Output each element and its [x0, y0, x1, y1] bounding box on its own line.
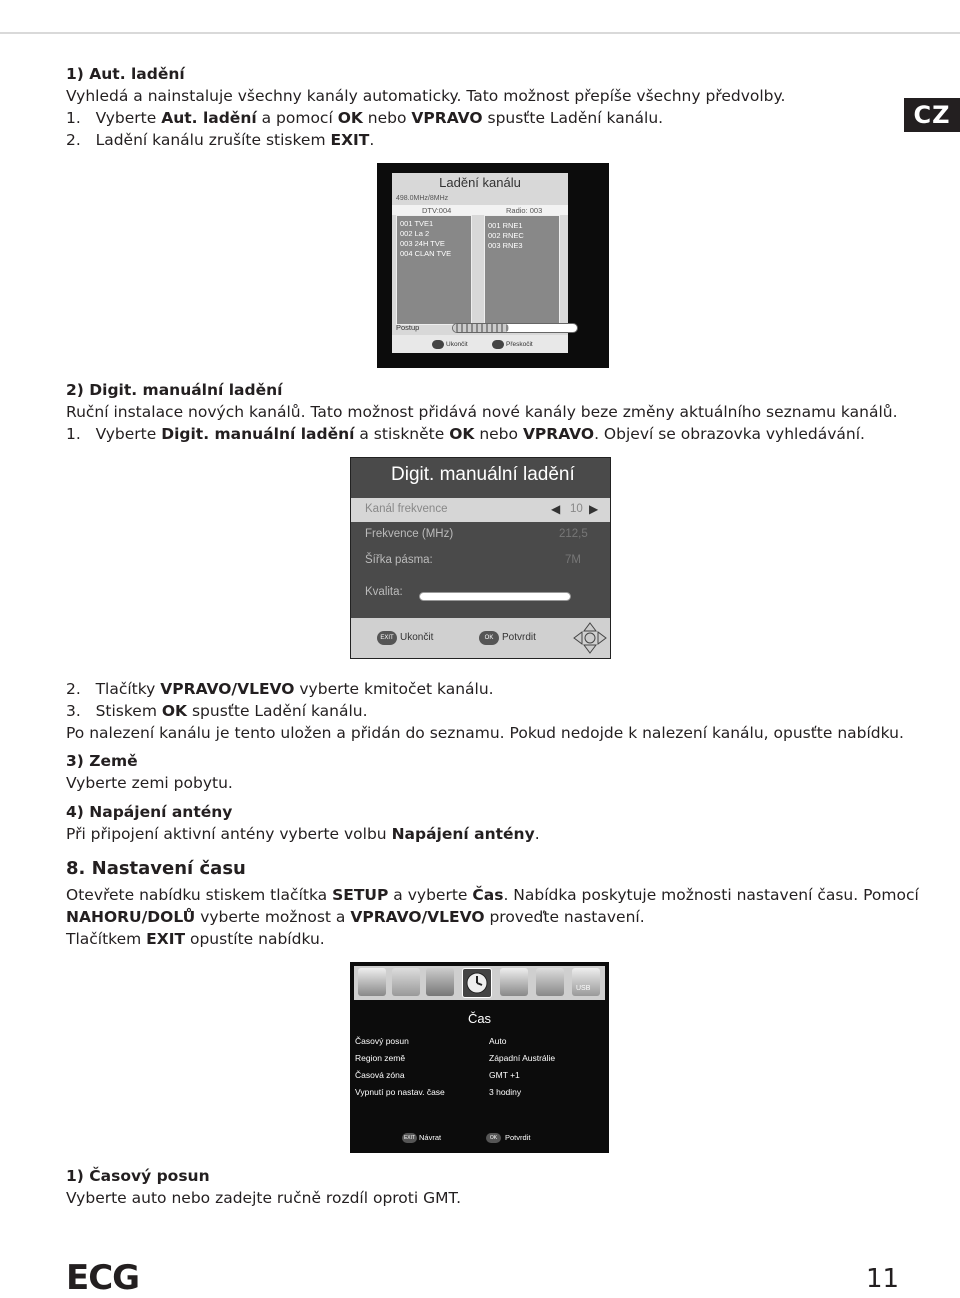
progress-fill	[453, 324, 509, 332]
section8-heading: 8. Nastavení času	[66, 858, 246, 879]
region-value: Západní Austrálie	[489, 1053, 556, 1063]
dtv-count: DTV:004	[422, 206, 452, 215]
time-offset-label: Časový posun	[355, 1036, 409, 1046]
section4-heading: 4) Napájení antény	[66, 803, 233, 821]
region-label: Region země	[355, 1053, 406, 1063]
satellite-icon	[426, 968, 454, 996]
dtv-list	[400, 219, 451, 259]
menu-icon-bar	[354, 966, 605, 1000]
scan-footer	[392, 335, 568, 353]
time-title: Čas	[467, 1011, 492, 1026]
quality-label: Kvalita:	[365, 586, 403, 598]
radio-list-box	[484, 215, 560, 325]
section2-heading: 2) Digit. manuální ladění	[66, 381, 283, 399]
time-offset-heading: 1) Časový posun	[66, 1167, 210, 1185]
clock-icon	[462, 968, 492, 998]
picture-icon	[392, 968, 420, 996]
section2-step2: 2. Tlačítky VPRAVO/VLEVO vyberte kmitočet kanálu.	[66, 680, 494, 698]
page-number: 11	[866, 1264, 900, 1294]
sleep-timer-label: Vypnutí po nastav. čase	[355, 1087, 445, 1097]
channel-scan-screen	[377, 163, 609, 368]
sleep-timer-value: 3 hodiny	[489, 1087, 522, 1097]
list-item: 003 24H TVE	[400, 239, 445, 248]
usb-icon	[572, 968, 600, 996]
scan-title: Ladění kanálu	[439, 175, 521, 190]
section8-line3: Tlačítkem EXIT opustíte nabídku.	[66, 930, 325, 948]
section1-step1: 1. Vyberte Aut. ladění a pomocí OK nebo VPRAVO spusťte Ladění kanálu.	[66, 109, 664, 127]
section2-note: Po nalezení kanálu je tento uložen a přidán do seznamu. Pokud nedojde k nalezení kanálu, opusťte nabídku.	[66, 724, 904, 742]
top-rule	[0, 32, 960, 34]
time-zone-value: GMT +1	[489, 1070, 520, 1080]
time-offset-desc: Vyberte auto nebo zadejte ručně rozdíl oproti GMT.	[66, 1189, 462, 1207]
bandwidth-label: Šířka pásma:	[365, 554, 433, 566]
exit-label: Ukončit	[400, 632, 434, 643]
quality-bar	[419, 592, 571, 601]
channel-frequency-row	[351, 498, 610, 522]
arrow-left-icon: ◀	[551, 502, 561, 516]
time-zone-label: Časová zóna	[355, 1070, 405, 1080]
exit-label: Ukončit	[446, 341, 468, 348]
skip-button-icon	[492, 340, 504, 349]
list-item: 003 RNE3	[488, 241, 523, 250]
arrow-right-icon: ▶	[589, 502, 599, 516]
skip-label: Přeskočit	[506, 341, 533, 348]
section1-desc: Vyhledá a nainstaluje všechny kanály automaticky. Tato možnost přepíše všechny předvolby.	[66, 87, 786, 105]
ok-button-icon: OK	[479, 631, 499, 645]
section2-step1: 1. Vyberte Digit. manuální ladění a stiskněte OK nebo VPRAVO. Objeví se obrazovka vyhledávání.	[66, 425, 865, 443]
manual-tuning-footer	[351, 618, 610, 658]
section1-step2: 2. Ladění kanálu zrušíte stiskem EXIT.	[66, 131, 375, 149]
manual-tuning-title: Digit. manuální ladění	[391, 464, 575, 485]
language-badge: CZ	[904, 98, 960, 132]
section8-line1: Otevřete nabídku stiskem tlačítka SETUP a vyberte Čas. Nabídka poskytuje možnosti nastavení času. Pomocí	[66, 886, 919, 904]
ok-button-icon: OK	[486, 1133, 501, 1143]
list-item: 001 TVE1	[400, 219, 434, 228]
section8-line2: NAHORU/DOLŮ vyberte možnost a VPRAVO/VLEVO proveďte nastavení.	[66, 908, 645, 926]
time-offset-value: Auto	[489, 1036, 507, 1046]
exit-button-icon: EXIT	[377, 631, 397, 645]
brand-logo: ECG	[66, 1258, 140, 1298]
ok-label: Potvrdit	[502, 632, 536, 643]
exit-button-icon: EXIT	[403, 1135, 416, 1141]
bandwidth-value: 7M	[565, 554, 581, 566]
gear-icon	[500, 968, 528, 996]
frequency-value: 212,5	[559, 528, 588, 540]
section2-desc: Ruční instalace nových kanálů. Tato možnost přidává nové kanály beze změny aktuálního seznamu kanálů.	[66, 403, 898, 421]
list-item: 002 La 2	[400, 229, 430, 238]
channel-frequency-label: Kanál frekvence	[365, 503, 448, 515]
usb-label: USB	[576, 985, 591, 992]
tools-icon	[536, 968, 564, 996]
list-item: 002 RNEC	[488, 231, 524, 240]
section2-step3: 3. Stiskem OK spusťte Ladění kanálu.	[66, 702, 368, 720]
frequency-row	[351, 524, 610, 548]
bandwidth-row	[351, 550, 610, 574]
radio-list	[488, 221, 524, 251]
section4-desc: Při připojení aktivní antény vyberte volbu Napájení antény.	[66, 825, 540, 843]
ok-label: Potvrdit	[505, 1133, 531, 1142]
program-icon	[358, 968, 386, 996]
frequency-label: Frekvence (MHz)	[365, 528, 454, 540]
progress-bar	[452, 323, 578, 333]
list-item: 004 CLAN TVE	[400, 249, 452, 258]
back-label: Návrat	[419, 1133, 442, 1142]
dtv-list-box	[396, 215, 472, 325]
exit-button-icon	[432, 340, 444, 349]
time-settings-screen	[350, 962, 609, 1153]
section3-desc: Vyberte zemi pobytu.	[66, 774, 233, 792]
navigation-pad-icon	[573, 622, 607, 654]
channel-frequency-value: 10	[570, 503, 583, 515]
manual-tuning-screen	[350, 457, 611, 659]
scan-frequency: 498.0MHz/8MHz	[396, 195, 449, 202]
section3-heading: 3) Země	[66, 752, 138, 770]
scan-panel	[392, 173, 568, 353]
list-item: 001 RNE1	[488, 221, 523, 230]
progress-label: Postup	[396, 323, 420, 332]
section1-heading: 1) Aut. ladění	[66, 65, 185, 83]
radio-count: Radio: 003	[506, 206, 543, 215]
